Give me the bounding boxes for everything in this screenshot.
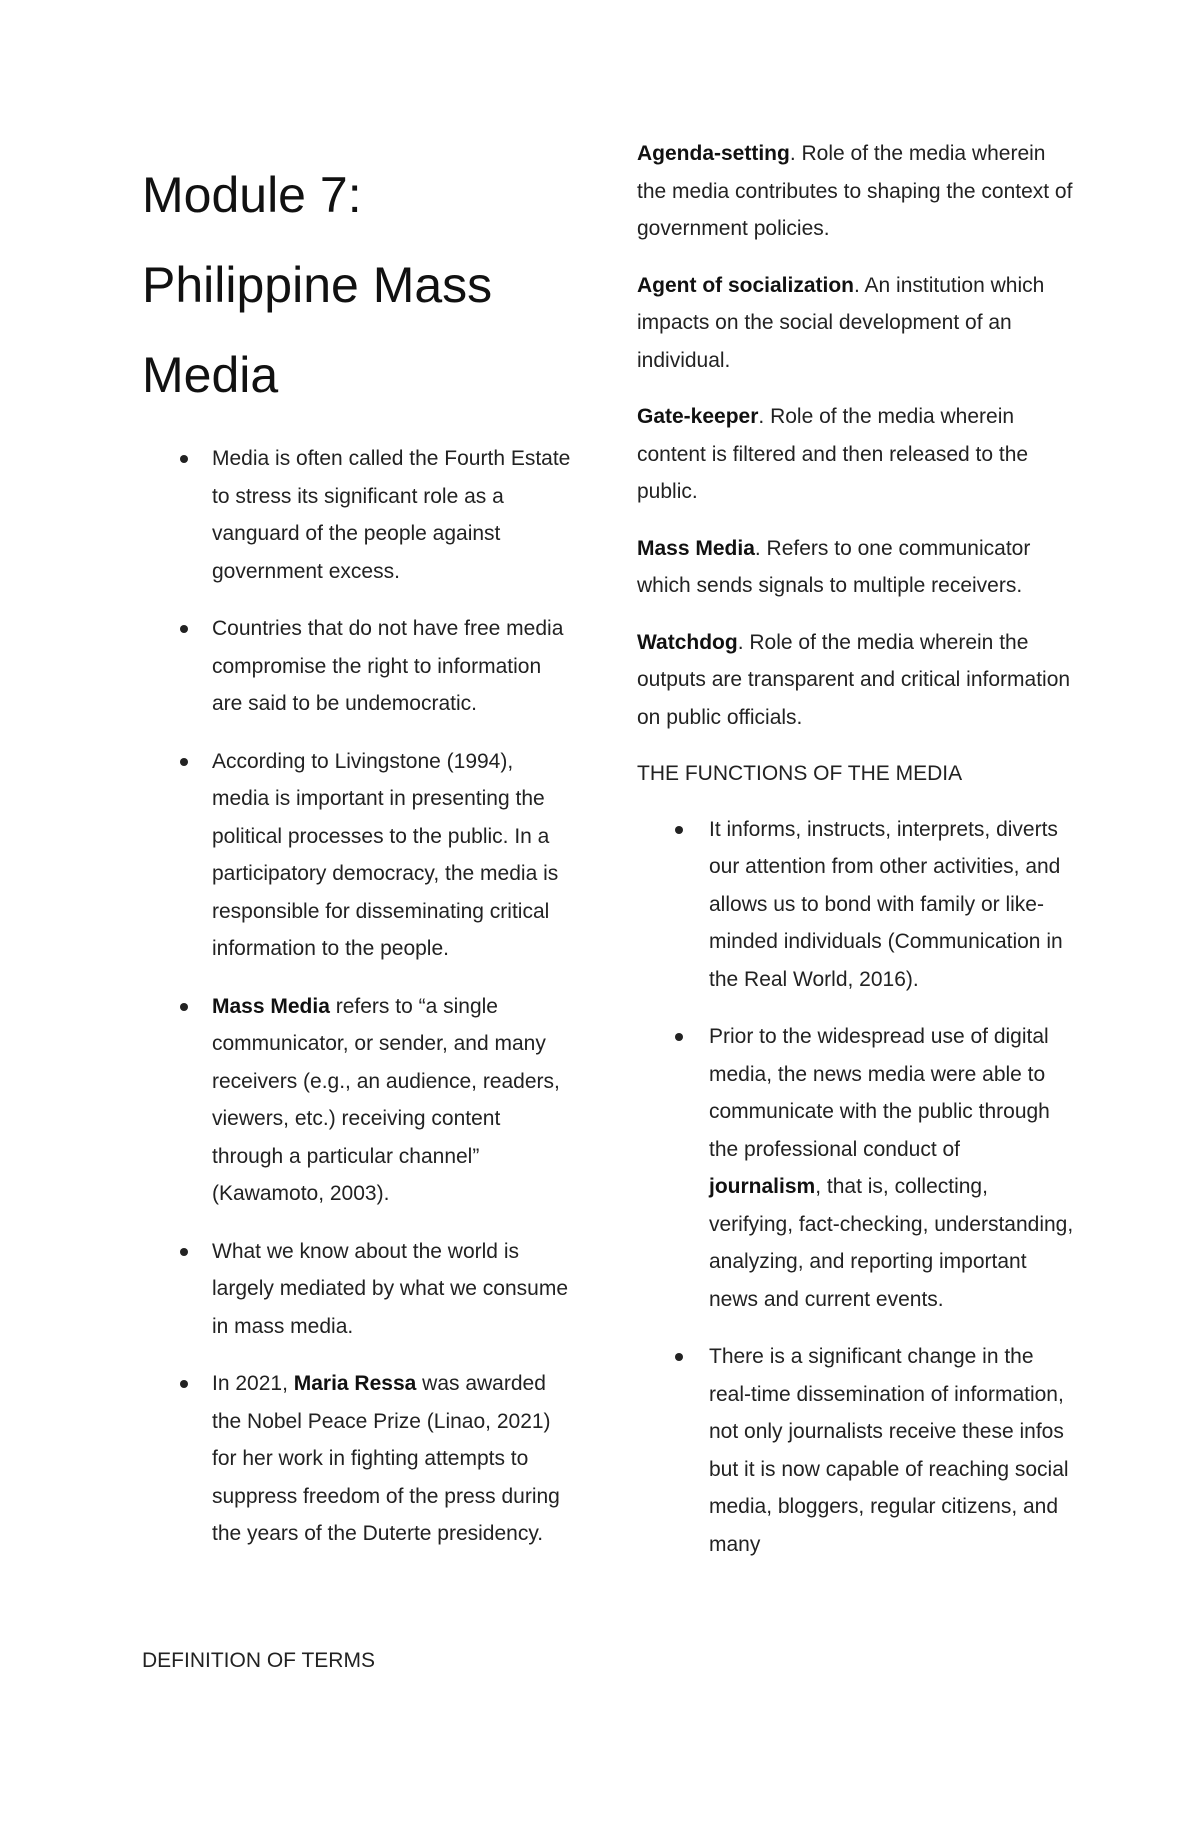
term-watchdog [637,624,1077,737]
functions-of-media-heading: THE FUNCTIONS OF THE MEDIA [637,762,963,785]
bullet-text: Media is often called the Fourth Estate to stress its significant role as a vanguard of the people against government excess. [212,447,571,583]
bullet-text-prefix: In 2021, [212,1372,294,1395]
bullet-text: , that is, collecting, verifying, fact-checking, understanding, analyzing, and reporting important news and current events. [709,1175,1074,1311]
definition-of-terms-heading: DEFINITION OF TERMS [142,1649,375,1672]
bullet-icon [180,758,188,766]
list-item [142,610,572,723]
list-item [142,743,572,968]
bullet-icon [675,826,683,834]
bullet-icon [180,1380,188,1388]
bullet-icon [675,1033,683,1041]
title-line-3: Media [142,347,279,403]
term-name: Gate-keeper [637,405,759,428]
bullet-text: According to Livingstone (1994), media is important in presenting the political processes to the public. In a participatory democracy, the media is responsible for disseminating critical information to the people. [212,749,559,960]
bold-term: Maria Ressa [293,1372,417,1395]
list-item [637,1018,1077,1318]
bold-term: Mass Media [212,994,330,1018]
left-bullet-list [142,440,572,1573]
bullet-icon [180,455,188,463]
term-mass-media [637,530,1077,605]
term-definition: . Refers to one communicator which sends signals to multiple receivers. [637,536,1031,597]
bold-term: journalism [709,1175,816,1198]
module-title [142,150,572,420]
bullet-text: Countries that do not have free media compromise the right to information are said to be undemocratic. [212,617,564,715]
bullet-text: There is a significant change in the real-time dissemination of information, not only journalists receive these infos but it is now capable of reaching social media, bloggers, regular citizens, and many [709,1345,1069,1556]
term-name: Mass Media [637,536,755,560]
bullet-icon [180,1003,188,1011]
list-item [142,1365,572,1553]
term-gate-keeper [637,398,1077,511]
list-item [637,1338,1077,1563]
bullet-icon [180,1248,188,1256]
bullet-text: What we know about the world is largely mediated by what we consume in mass media. [212,1239,569,1338]
bullet-text: It informs, instructs, interprets, diverts our attention from other activities, and allows us to bond with family or like-minded individuals (Communication in the Real World, 2016). [709,817,1063,991]
bullet-text: refers to “a single communicator, or sender, and many receivers (e.g., an audience, readers, viewers, etc.) receiving content through a particular channel” (Kawamoto, 2003). [212,994,560,1205]
title-line-1: Module 7: [142,167,362,223]
term-definition: . An institution which impacts on the social development of an individual. [637,273,1045,372]
terms-list [637,135,1077,1583]
term-name: Agenda-setting [637,142,790,165]
term-name: Watchdog [637,630,738,654]
list-item [142,988,572,1213]
term-agent-of-socialization [637,267,1077,380]
term-definition: . Role of the media wherein the media contributes to shaping the context of government policies. [637,142,1073,240]
bullet-text-prefix: Prior to the widespread use of digital media, the news media were able to communicate with the public through the professional conduct of [709,1025,1050,1161]
term-definition: . Role of the media wherein the outputs are transparent and critical information on public officials. [637,630,1071,729]
list-item [142,440,572,590]
list-item [142,1233,572,1346]
bullet-text: was awarded the Nobel Peace Prize (Linao, 2021) for her work in fighting attempts to suppress freedom of the press during the years of the Duterte presidency. [212,1372,560,1545]
bullet-icon [180,625,188,633]
bullet-icon [675,1353,683,1361]
title-line-2: Philippine Mass [142,257,493,313]
list-item [637,811,1077,999]
right-bullet-list [637,811,1077,1564]
term-definition: . Role of the media wherein content is filtered and then released to the public. [637,405,1029,503]
term-agenda-setting [637,135,1077,248]
term-name: Agent of socialization [637,273,855,297]
